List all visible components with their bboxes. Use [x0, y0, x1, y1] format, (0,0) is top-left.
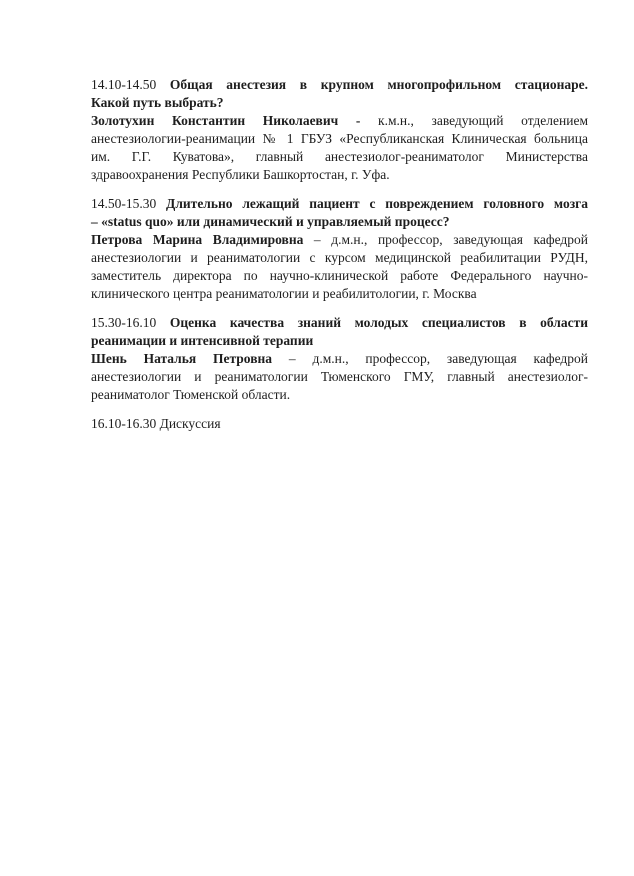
schedule-item	[91, 76, 588, 184]
text-segment: анестезиологии и реаниматологии с курсом медицинской реабилитации РУДН,	[91, 250, 588, 265]
schedule-line	[91, 332, 588, 350]
text-segment: 16.10-16.30 Дискуссия	[91, 416, 221, 431]
schedule-line	[91, 166, 588, 184]
schedule-line	[91, 130, 588, 148]
schedule-line	[91, 285, 588, 303]
schedule-line	[91, 314, 588, 332]
text-segment: 14.50-15.30	[91, 196, 167, 211]
schedule-line	[91, 148, 588, 166]
bold-text-segment: Оценка качества знаний молодых специалистов в области	[169, 315, 588, 330]
schedule-item	[91, 415, 588, 433]
bold-text-segment: Общая анестезия в крупном многопрофильном стационаре.	[169, 77, 588, 92]
bold-text-segment: – «status quo» или динамический и управляемый процесс?	[91, 214, 450, 229]
text-segment: заместитель директора по научно-клинической работе Федерального научно-	[91, 268, 588, 283]
bold-text-segment: Какой путь выбрать?	[91, 95, 224, 110]
bold-text-segment: Шень Наталья Петровна	[91, 351, 273, 366]
text-segment: здравоохранения Республики Башкортостан, г. Уфа.	[91, 167, 390, 182]
schedule-line	[91, 94, 588, 112]
text-segment: анестезиологии-реанимации № 1 ГБУЗ «Республиканская Клиническая больница	[91, 131, 588, 146]
schedule-line	[91, 231, 588, 249]
text-segment: реаниматолог Тюменской области.	[91, 387, 291, 402]
bold-text-segment: Золотухин Константин Николаевич -	[91, 113, 361, 128]
schedule-item	[91, 195, 588, 303]
schedule-line	[91, 267, 588, 285]
bold-text-segment: реанимации и интенсивной терапии	[91, 333, 314, 348]
schedule-line	[91, 76, 588, 94]
bold-text-segment: Длительно лежащий пациент с повреждением головного мозга	[166, 196, 588, 211]
schedule-line	[91, 415, 588, 433]
schedule-line	[91, 112, 588, 130]
schedule-line	[91, 195, 588, 213]
text-segment: – д.м.н., профессор, заведующая кафедрой	[272, 351, 588, 366]
schedule-line	[91, 249, 588, 267]
text-segment: к.м.н., заведующий отделением	[360, 113, 588, 128]
text-segment: – д.м.н., профессор, заведующая кафедрой	[303, 232, 588, 247]
schedule-line	[91, 213, 588, 231]
text-segment: 14.10-14.50	[91, 77, 170, 92]
schedule-line	[91, 350, 588, 368]
text-segment: 15.30-16.10	[91, 315, 170, 330]
schedule-line	[91, 368, 588, 386]
text-segment: им. Г.Г. Куватова», главный анестезиолог-реаниматолог Министерства	[91, 149, 588, 164]
schedule-item	[91, 314, 588, 404]
schedule-line	[91, 386, 588, 404]
schedule	[91, 76, 588, 433]
text-segment: анестезиологии и реаниматологии Тюменского ГМУ, главный анестезиолог-	[91, 369, 588, 384]
text-segment: клинического центра реаниматологии и реабилитологии, г. Москва	[91, 286, 477, 301]
bold-text-segment: Петрова Марина Владимировна	[91, 232, 304, 247]
